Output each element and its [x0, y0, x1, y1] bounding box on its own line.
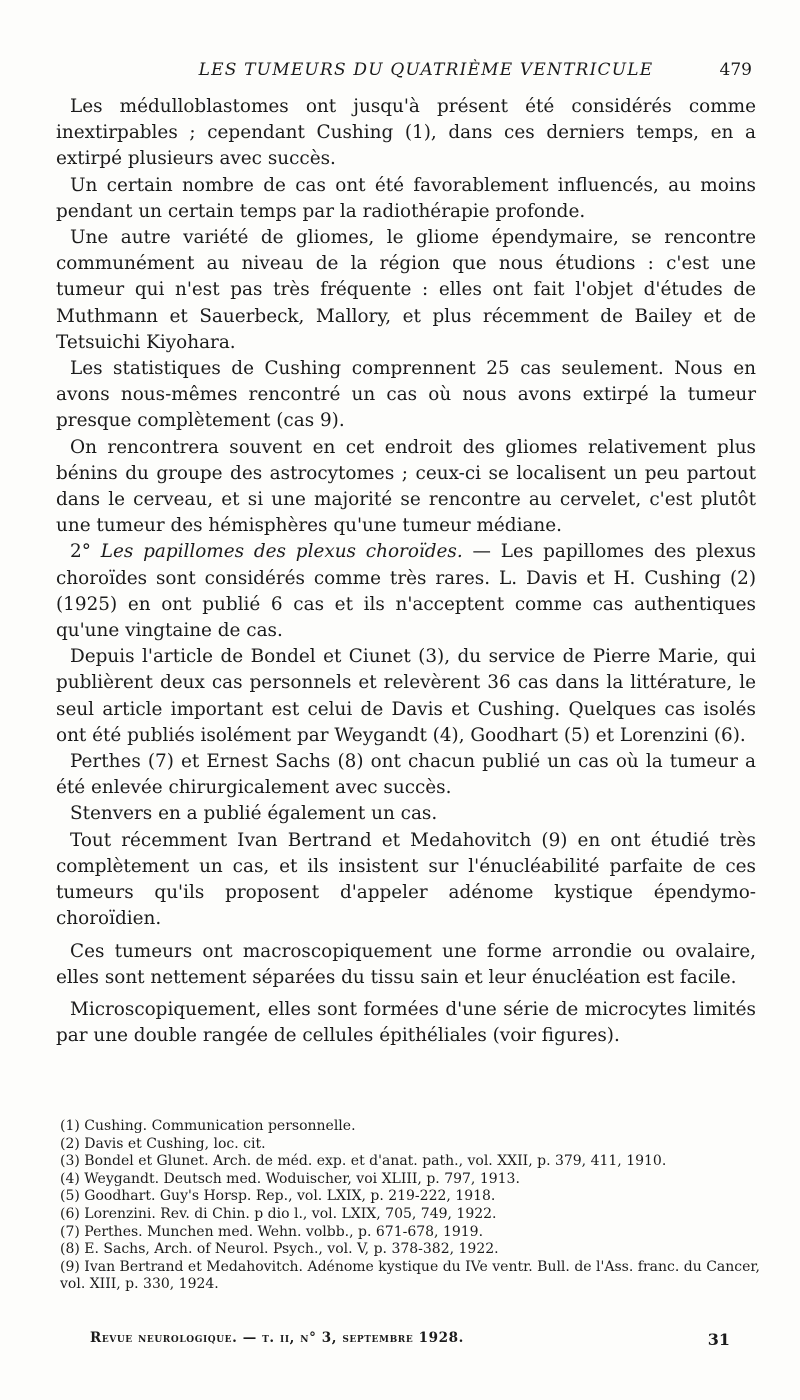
paragraph-statistiques: Les statistiques de Cushing comprennent 25 cas seulement. Nous en avons nous-mêmes rencontré un cas où nous avons extirpé la tumeur presque complètement (cas 9). [56, 358, 756, 432]
section-number: 2° [70, 541, 91, 563]
journal-reference: Revue neurologique. — t. ii, n° 3, septembre 1928. [90, 1330, 464, 1346]
paragraph-perthes-sachs: Perthes (7) et Ernest Sachs (8) ont chacun publié un cas où la tumeur a été enlevée chirurgicalement avec succès. [56, 751, 756, 799]
footnote: (2) Davis et Cushing, loc. cit. [60, 1135, 266, 1152]
paragraph-radiotherapie: Un certain nombre de cas ont été favorablement influencés, au moins pendant un certain temps par la radiothérapie profonde. [56, 174, 756, 222]
page-number: 479 [719, 60, 752, 80]
footnote: (8) E. Sachs, Arch. of Neurol. Psych., vol. V, p. 378-382, 1922. [60, 1241, 499, 1258]
paragraph-papillomes [56, 539, 756, 644]
page-footer [90, 1330, 730, 1352]
footnote: (3) Bondel et Glunet. Arch. de méd. exp. et d'anat. path., vol. XXII, p. 379, 411, 1910. [60, 1153, 667, 1170]
running-title: LES TUMEURS DU QUATRIÈME VENTRICULE [198, 60, 654, 80]
section-text: — Les papillomes des plexus choroïdes sont considérés comme très rares. L. Davis et H. Cushing (2) (1925) en ont publié 6 cas et ils n'acceptent comme cas authentiques qu'une vingtaine de cas. [56, 541, 756, 642]
paragraph-gliome-ependymaire: Une autre variété de gliomes, le gliome épendymaire, se rencontre communément au niveau de la région que nous étudions : c'est une tumeur qui n'est pas très fréquente : elles ont fait l'objet d'études de Muthmann et Sauerbeck, Mallory, et plus récemment de Bailey et de Tetsuichi Kiyohara. [56, 227, 756, 353]
footnote: (6) Lorenzini. Rev. di Chin. p dio l., vol. LXIX, 705, 749, 1922. [60, 1205, 497, 1222]
footnotes [60, 1118, 760, 1294]
paragraph-macroscopie: Ces tumeurs ont macroscopiquement une forme arrondie ou ovalaire, elles sont nettement séparées du tissu sain et leur énucléation est facile. [56, 940, 756, 988]
paragraph-bondel-ciunet: Depuis l'article de Bondel et Ciunet (3), du service de Pierre Marie, qui publièrent deux cas personnels et relevèrent 36 cas dans la littérature, le seul article important est celui de Davis et Cushing. Quelques cas isolés ont été publiés isolément par Weygandt (4), Goodhart (5) et Lorenzini (6). [56, 646, 756, 746]
paragraph-microscopie: Microscopiquement, elles sont formées d'une série de microcytes limités par une double rangée de cellules épithéliales (voir figures). [56, 998, 756, 1047]
footnote: (5) Goodhart. Guy's Horsp. Rep., vol. LXIX, p. 219-222, 1918. [60, 1188, 496, 1205]
running-head [60, 60, 752, 84]
section-title: Les papillomes des plexus choroïdes. [100, 541, 463, 563]
paragraph-astrocytomes: On rencontrera souvent en cet endroit des gliomes relativement plus bénins du groupe des astrocytomes ; ceux-ci se localisent un peu partout dans le cerveau, et si une majorité se rencontre au cervelet, c'est plutôt une tumeur des hémisphères qu'une tumeur médiane. [56, 436, 756, 537]
footnote: (4) Weygandt. Deutsch med. Woduischer, voi XLIII, p. 797, 1913. [60, 1170, 520, 1187]
footnote: (1) Cushing. Communication personnelle. [60, 1118, 356, 1134]
footnote: (7) Perthes. Munchen med. Wehn. volbb., p. 671-678, 1919. [60, 1223, 484, 1240]
paragraph-bertrand: Tout récemment Ivan Bertrand et Medahovitch (9) en ont étudié très complètement un cas, et ils insistent sur l'énucléabilité parfaite de ces tumeurs qu'ils proposent d'appeler adénome kystique épendymo-choroïdien. [56, 829, 756, 930]
paragraph-stenvers: Stenvers en a publié également un cas. [70, 803, 438, 825]
body-text [56, 94, 756, 1049]
paragraph-medulloblastomes: Les médulloblastomes ont jusqu'à présent été considérés comme inextirpables ; cependant Cushing (1), dans ces derniers temps, en a extirpé plusieurs avec succès. [56, 96, 756, 170]
signature-number: 31 [707, 1330, 730, 1349]
footnote: (9) Ivan Bertrand et Medahovitch. Adénome kystique du IVe ventr. Bull. de l'Ass. franc. du Cancer, vol. XIII, p. 330, 1924. [60, 1258, 760, 1293]
